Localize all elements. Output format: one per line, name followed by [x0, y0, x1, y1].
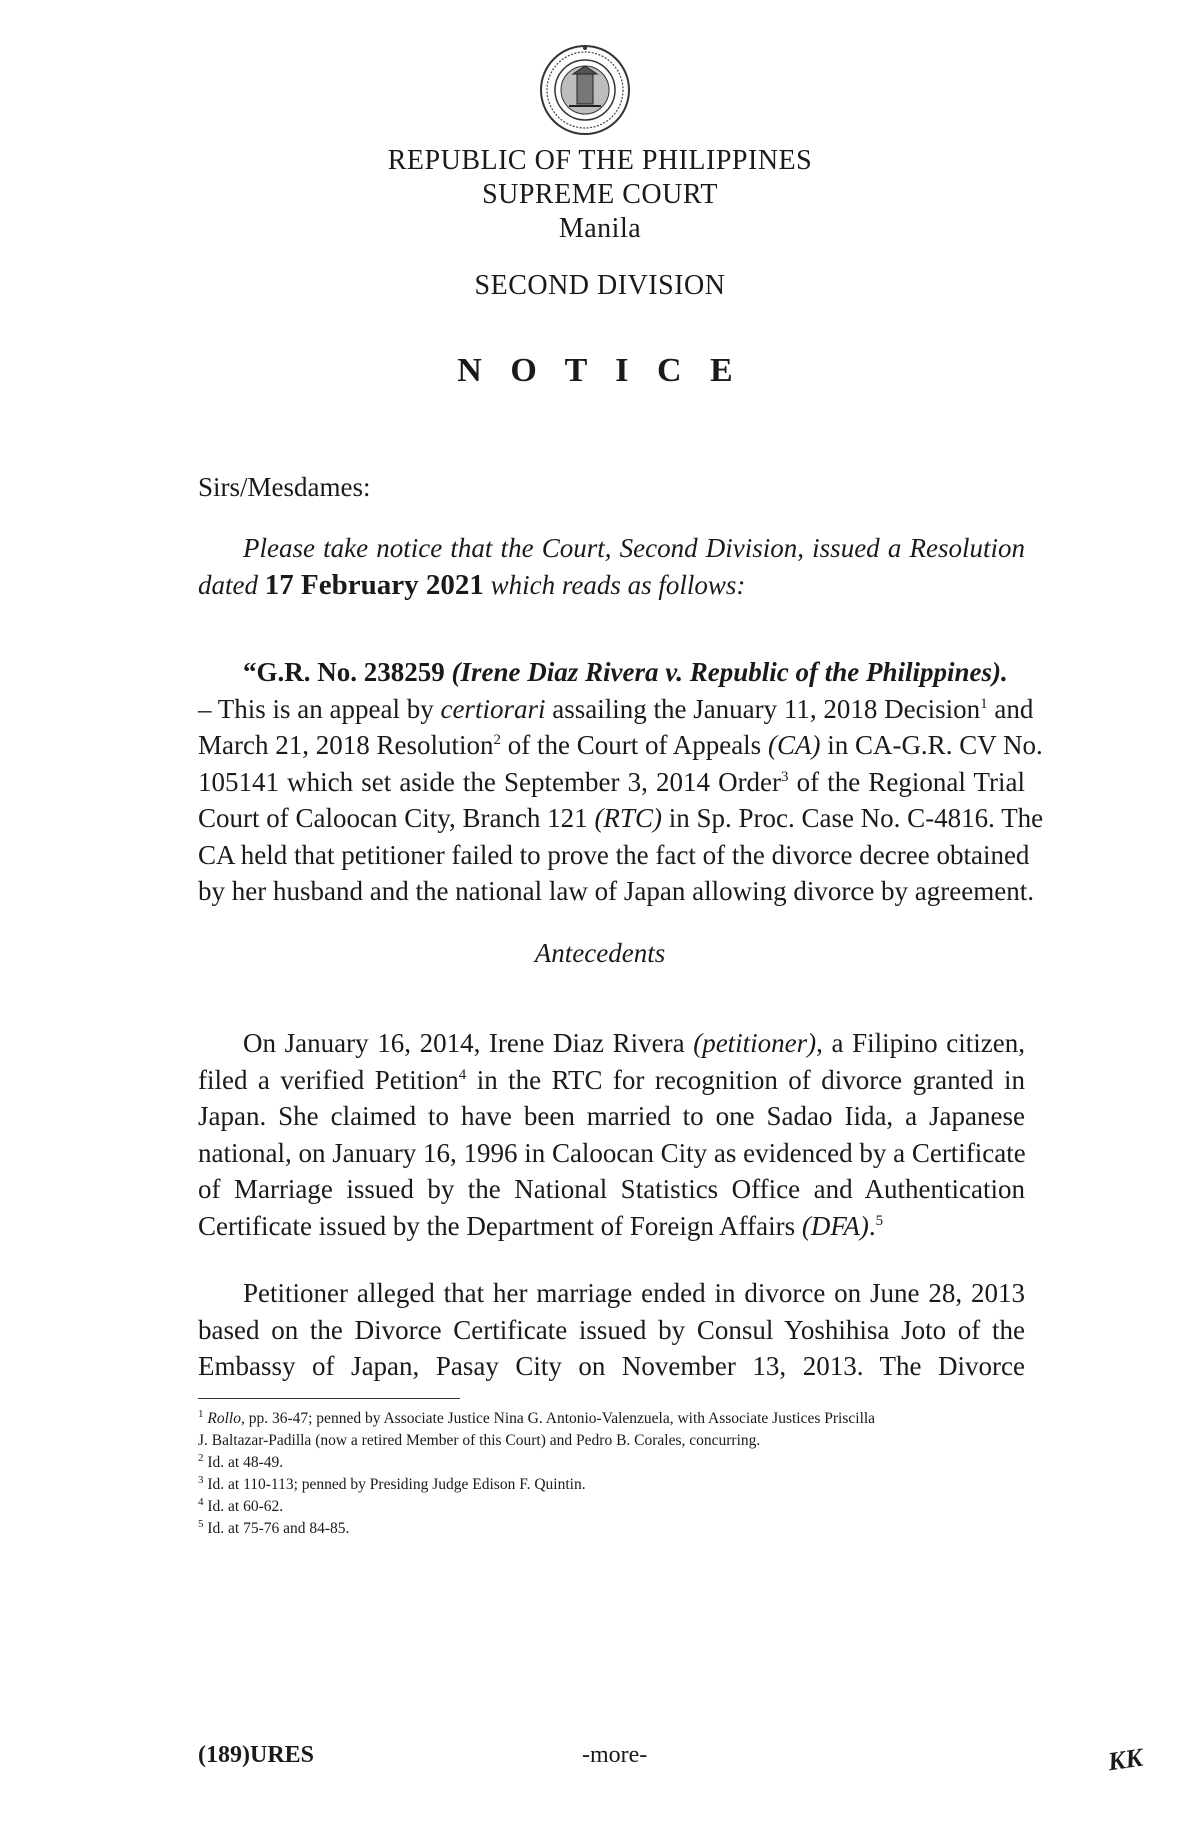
antecedents-paragraph-1	[198, 1025, 1025, 1244]
footnote-text: , pp. 36-47; penned by Associate Justice Nina G. Antonio-Valenzuela, with Associate Justices Priscilla	[240, 1410, 876, 1427]
footnote-marker: 4	[198, 1495, 204, 1508]
footnote-ref: 5	[875, 1212, 884, 1229]
body-text: , a Filipino citizen,	[816, 1028, 1025, 1058]
intro-dated: dated	[198, 569, 258, 600]
case-text: in Sp. Proc. Case No. C-4816. The	[668, 803, 1044, 833]
supreme-court-seal-icon	[539, 44, 631, 136]
header-city: Manila	[558, 213, 642, 244]
intro-paragraph	[198, 530, 1025, 603]
case-paragraph	[198, 654, 1044, 910]
intro-follows: which reads as follows:	[490, 569, 746, 600]
footnote-ref: 1	[980, 695, 988, 712]
case-text: in CA-G.R. CV No.	[827, 730, 1043, 760]
body-text: Embassy of Japan, Pasay City on November 13, 2013. The Divorce	[198, 1351, 1025, 1381]
intro-text: Please take notice that the Court, Second Division, issued a Resolution	[243, 533, 1025, 563]
footnote-1	[198, 1408, 1025, 1430]
case-text: – This is an appeal by	[198, 693, 434, 724]
body-text: (DFA)	[801, 1210, 869, 1241]
case-text: certiorari	[440, 693, 546, 724]
footnote-text: Id. at 110-113; penned by Presiding Judge Edison F. Quintin.	[207, 1476, 586, 1493]
body-text: filed a verified Petition	[198, 1064, 459, 1095]
body-text: in the RTC for recognition of divorce granted in	[476, 1064, 1026, 1095]
antecedents-paragraph-2	[198, 1275, 1025, 1385]
case-text: assailing the January 11, 2018 Decision	[552, 693, 981, 724]
case-text: of the Regional Trial	[796, 766, 1026, 797]
section-heading: Antecedents	[534, 938, 666, 968]
case-text: (RTC)	[594, 803, 662, 833]
footnote-marker: 3	[198, 1473, 204, 1486]
case-text: 105141 which set aside the September 3, 2014 Order	[198, 766, 782, 797]
salutation: Sirs/Mesdames:	[198, 472, 371, 502]
case-text: by her husband and the national law of Japan allowing divorce by agreement.	[198, 876, 1034, 906]
resolution-date: 17 February 2021	[264, 568, 484, 601]
case-number: “G.R. No. 238259	[243, 657, 445, 687]
footnote-text: Id. at 60-62.	[207, 1498, 284, 1515]
header-division: SECOND DIVISION	[474, 270, 726, 301]
footnote-3	[198, 1474, 1025, 1496]
case-title: (Irene Diaz Rivera v. Republic of the Philippines).	[451, 657, 1008, 687]
body-text: Certificate issued by the Department of Foreign Affairs	[198, 1210, 796, 1241]
footnote-ref: 3	[781, 768, 789, 785]
page-title: N O T I C E	[457, 352, 743, 389]
body-text: On January 16, 2014, Irene Diaz Rivera	[243, 1028, 685, 1058]
footnote-1-cont: J. Baltazar-Padilla (now a retired Member of this Court) and Pedro B. Corales, concurring.	[198, 1432, 761, 1449]
footnote-ref: 2	[493, 732, 501, 748]
footnote-marker: 5	[198, 1517, 204, 1530]
footnote-5	[198, 1518, 1025, 1540]
body-text: national, on January 16, 1996 in Caloocan City as evidenced by a Certificate	[198, 1137, 1026, 1168]
footnotes	[198, 1408, 1025, 1540]
footnote-text: Id. at 48-49.	[207, 1454, 284, 1471]
footnote-2	[198, 1452, 1025, 1474]
initials-signature: KK	[1106, 1742, 1145, 1777]
footnote-text: Id. at 75-76 and 84-85.	[207, 1520, 350, 1537]
case-text: CA held that petitioner failed to prove the fact of the divorce decree obtained	[198, 839, 1030, 870]
footnote-marker: 1	[198, 1407, 204, 1420]
footnote-4	[198, 1496, 1025, 1518]
header-supreme-court: SUPREME COURT	[482, 179, 718, 210]
case-text: of the Court of Appeals	[507, 730, 762, 760]
body-text: Petitioner alleged that her marriage ended in divorce on June 28, 2013	[243, 1278, 1025, 1308]
case-text: Court of Caloocan City, Branch 121	[198, 803, 588, 833]
case-text: and	[994, 693, 1034, 724]
header-republic: REPUBLIC OF THE PHILIPPINES	[387, 145, 813, 176]
body-text: .	[868, 1210, 876, 1241]
footnote-ref: 4	[458, 1066, 467, 1083]
footer-more: -more-	[582, 1742, 648, 1768]
footer-code: (189)URES	[198, 1742, 315, 1768]
body-text: of Marriage issued by the National Statistics Office and Authentication	[198, 1174, 1025, 1204]
case-text: (CA)	[767, 730, 821, 760]
body-text: Japan. She claimed to have been married to one Sadao Iida, a Japanese	[198, 1101, 1025, 1131]
footnote-marker: 2	[198, 1451, 204, 1464]
body-text: based on the Divorce Certificate issued by Consul Yoshihisa Joto of the	[198, 1314, 1025, 1345]
body-text: (petitioner)	[693, 1028, 817, 1058]
case-text: March 21, 2018 Resolution	[198, 730, 494, 760]
footnote-divider	[198, 1398, 460, 1399]
footnote-text: Rollo	[207, 1410, 241, 1427]
